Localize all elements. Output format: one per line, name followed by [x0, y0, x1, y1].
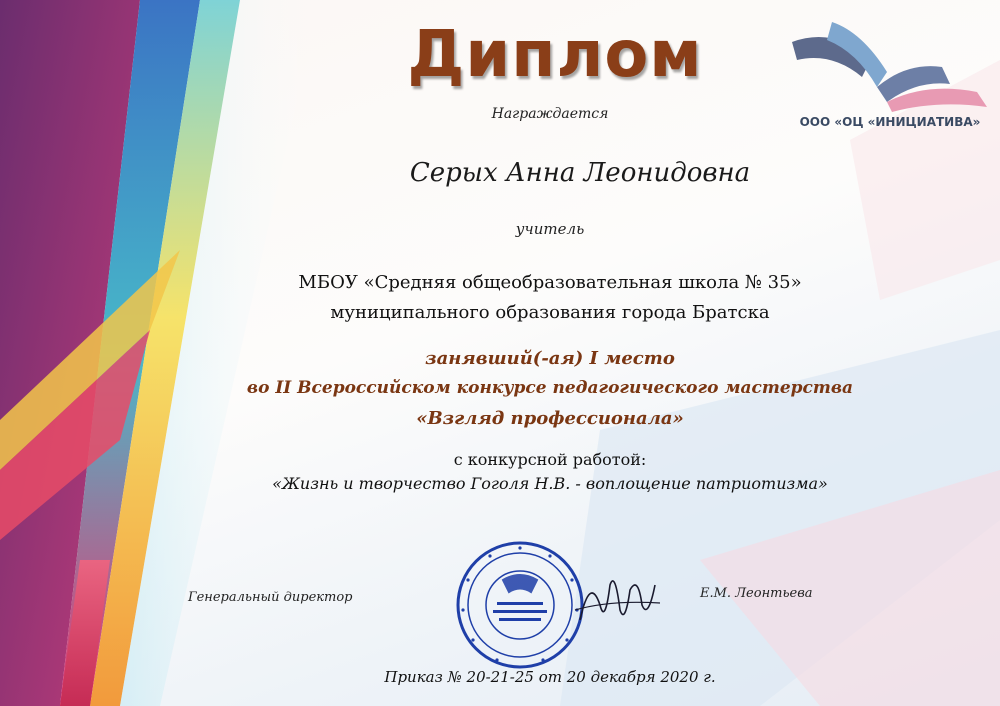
order-line: Приказ № 20-21-25 от 20 декабря 2020 г.	[384, 668, 716, 686]
signer-name: Е.М. Леонтьева	[700, 586, 813, 601]
handwritten-signature-icon	[570, 565, 665, 635]
logo-caption: ООО «ОЦ «ИНИЦИАТИВА»	[799, 115, 981, 129]
awarded-label: Награждается	[491, 106, 609, 122]
work-heading: с конкурсной работой:	[453, 450, 647, 469]
recipient-name: Серых Анна Леонидовна	[409, 158, 751, 188]
diploma-title: Диплом	[407, 18, 703, 92]
round-seal-stamp-icon	[455, 540, 585, 670]
organization-line-1: МБОУ «Средняя общеобразовательная школа № 35»	[298, 272, 802, 293]
place-line: занявший(-ая) I место	[425, 348, 675, 369]
contest-line: во II Всероссийском конкурсе педагогического мастерства	[246, 378, 854, 398]
organization-line-2: муниципального образования города Братска	[330, 302, 770, 323]
recipient-position: учитель	[515, 220, 585, 238]
director-label: Генеральный директор	[188, 590, 353, 605]
contest-name: «Взгляд профессионала»	[416, 408, 684, 429]
work-title: «Жизнь и творчество Гоголя Н.В. - воплощение патриотизма»	[272, 474, 828, 493]
open-book-logo-icon	[792, 22, 992, 112]
